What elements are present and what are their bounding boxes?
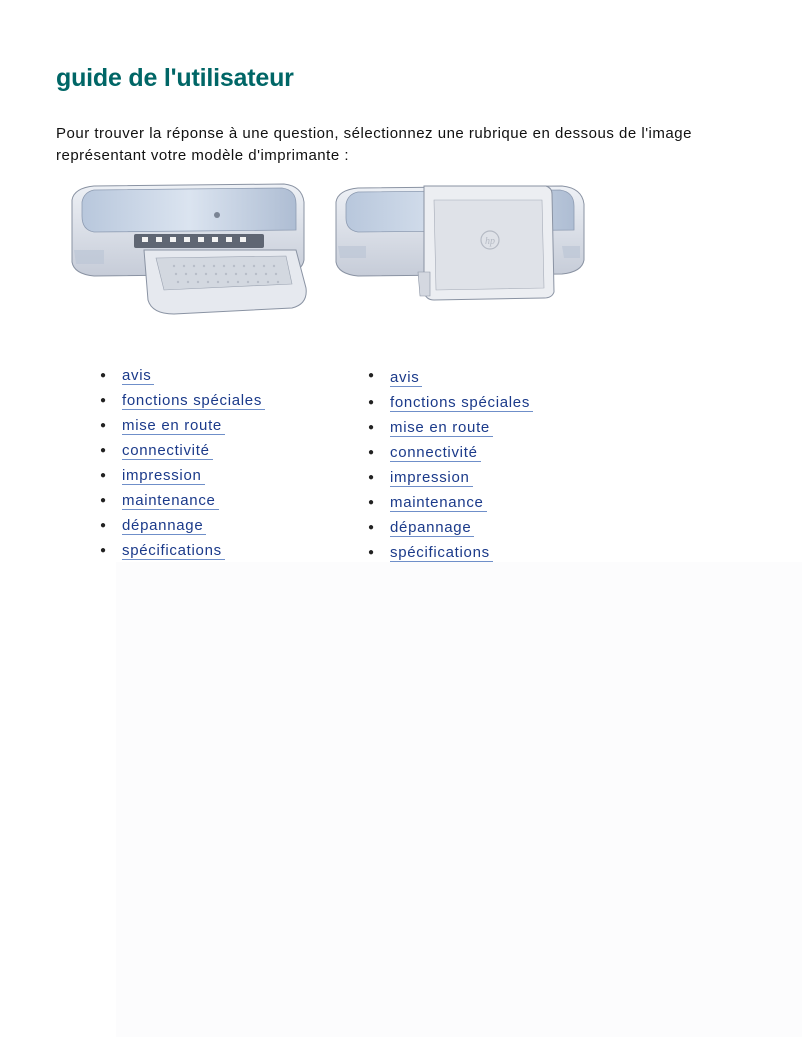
link-avis[interactable]: avis xyxy=(122,367,154,385)
list-item xyxy=(100,365,265,390)
list-item xyxy=(368,417,533,442)
link-maintenance[interactable]: maintenance xyxy=(122,492,219,510)
printer-image-1[interactable] xyxy=(64,180,314,325)
page-background xyxy=(116,562,802,1037)
bullet-icon: ● xyxy=(100,495,107,506)
list-item xyxy=(100,465,265,490)
printer-image-2[interactable] xyxy=(330,180,590,305)
bullet-icon: ● xyxy=(368,497,375,508)
bullet-icon: ● xyxy=(368,522,375,533)
bullet-icon: ● xyxy=(368,472,375,483)
link-fonctions-speciales[interactable]: fonctions spéciales xyxy=(390,394,533,412)
list-item xyxy=(100,490,265,515)
bullet-icon: ● xyxy=(100,370,107,381)
link-avis[interactable]: avis xyxy=(390,369,422,387)
bullet-icon: ● xyxy=(100,470,107,481)
bullet-icon: ● xyxy=(100,520,107,531)
link-fonctions-speciales[interactable]: fonctions spéciales xyxy=(122,392,265,410)
link-connectivite[interactable]: connectivité xyxy=(122,442,213,460)
bullet-icon: ● xyxy=(368,547,375,558)
list-item xyxy=(100,390,265,415)
bullet-icon: ● xyxy=(100,420,107,431)
list-item xyxy=(368,365,533,392)
bullet-icon: ● xyxy=(100,445,107,456)
link-maintenance[interactable]: maintenance xyxy=(390,494,487,512)
bullet-icon: ● xyxy=(368,397,375,408)
link-impression[interactable]: impression xyxy=(390,469,473,487)
list-item xyxy=(368,467,533,492)
list-item xyxy=(368,442,533,467)
bullet-icon: ● xyxy=(368,370,375,381)
list-item xyxy=(368,517,533,542)
bullet-icon: ● xyxy=(368,447,375,458)
list-item xyxy=(100,515,265,540)
bullet-icon: ● xyxy=(100,395,107,406)
link-depannage[interactable]: dépannage xyxy=(122,517,206,535)
list-item xyxy=(368,492,533,517)
link-mise-en-route[interactable]: mise en route xyxy=(390,419,493,437)
topic-list-printer-2 xyxy=(368,365,533,567)
intro-text: Pour trouver la réponse à une question, sélectionnez une rubrique en dessous de l'image représentant votre modèle d'imprimante : xyxy=(56,125,692,164)
list-item xyxy=(368,542,533,567)
link-impression[interactable]: impression xyxy=(122,467,205,485)
bullet-icon: ● xyxy=(368,422,375,433)
svg-text:hp: hp xyxy=(485,236,495,247)
link-specifications[interactable]: spécifications xyxy=(390,544,493,562)
link-connectivite[interactable]: connectivité xyxy=(390,444,481,462)
link-specifications[interactable]: spécifications xyxy=(122,542,225,560)
link-depannage[interactable]: dépannage xyxy=(390,519,474,537)
link-mise-en-route[interactable]: mise en route xyxy=(122,417,225,435)
list-item xyxy=(100,415,265,440)
bullet-icon: ● xyxy=(100,545,107,556)
list-item xyxy=(100,540,265,565)
list-item xyxy=(368,392,533,417)
list-item xyxy=(100,440,265,465)
page-title: guide de l'utilisateur xyxy=(56,64,294,92)
topic-list-printer-1 xyxy=(100,365,265,565)
